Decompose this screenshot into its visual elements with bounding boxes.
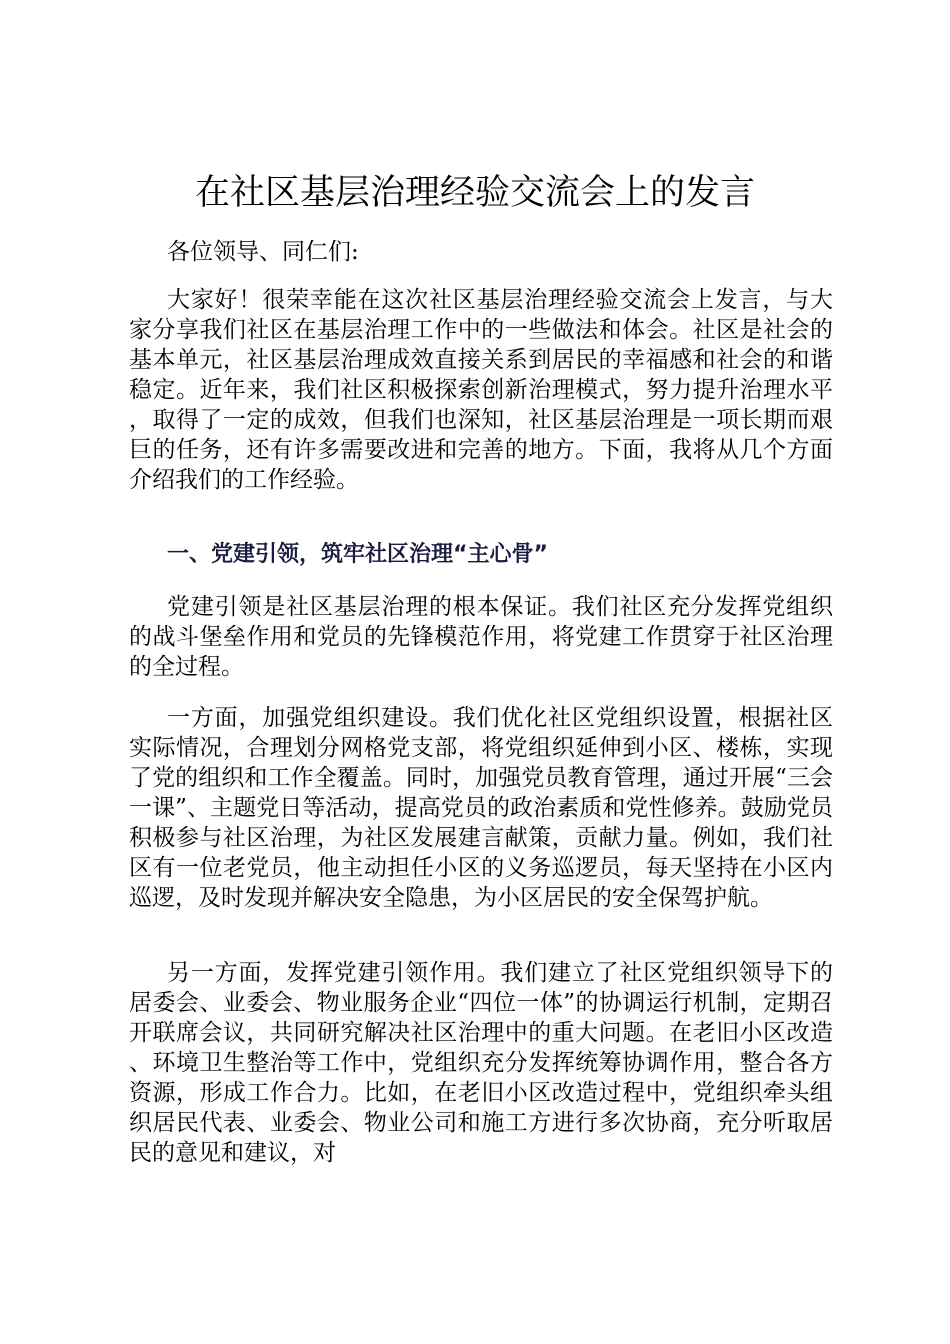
paragraph-party-leadership: 另一方面，发挥党建引领作用。我们建立了社区党组织领导下的居委会、业委会、物业服务企业“四位一体”的协调运行机制，定期召开联席会议，共同研究解决社区治理中的重大问题。在老旧小区改造、环境卫生整治等工作中，党组织充分发挥统筹协调作用，整合各方资源，形成工作合力。比如，在老旧小区改造过程中，党组织牵头组织居民代表、业委会、物业公司和施工方进行多次协商，充分听取居民的意见和建议，对 xyxy=(129,960,833,1166)
paragraph-party-guidance: 党建引领是社区基层治理的根本保证。我们社区充分发挥党组织的战斗堡垒作用和党员的先锋模范作用，将党建工作贯穿于社区治理的全过程。 xyxy=(129,594,833,680)
document-title: 在社区基层治理经验交流会上的发言 xyxy=(194,173,755,213)
section-heading: 一、党建引领，筑牢社区治理“主心骨” xyxy=(167,542,548,567)
salutation: 各位领导、同仁们: xyxy=(167,239,359,265)
paragraph-intro: 大家好！很荣幸能在这次社区基层治理经验交流会上发言，与大家分享我们社区在基层治理工作中的一些做法和体会。社区是社会的基本单元，社区基层治理成效直接关系到居民的幸福感和社会的和谐稳定。近年来，我们社区积极探索创新治理模式，努力提升治理水平，取得了一定的成效，但我们也深知，社区基层治理是一项长期而艰巨的任务，还有许多需要改进和完善的地方。下面，我将从几个方面介绍我们的工作经验。 xyxy=(129,287,833,493)
paragraph-party-organization: 一方面，加强党组织建设。我们优化社区党组织设置，根据社区实际情况，合理划分网格党支部，将党组织延伸到小区、楼栋，实现了党的组织和工作全覆盖。同时，加强党员教育管理，通过开展“三会一课”、主题党日等活动，提高党员的政治素质和党性修养。鼓励党员积极参与社区治理，为社区发展建言献策，贡献力量。例如，我们社区有一位老党员，他主动担任小区的义务巡逻员，每天坚持在小区内巡逻，及时发现并解决安全隐患，为小区居民的安全保驾护航。 xyxy=(129,705,833,911)
